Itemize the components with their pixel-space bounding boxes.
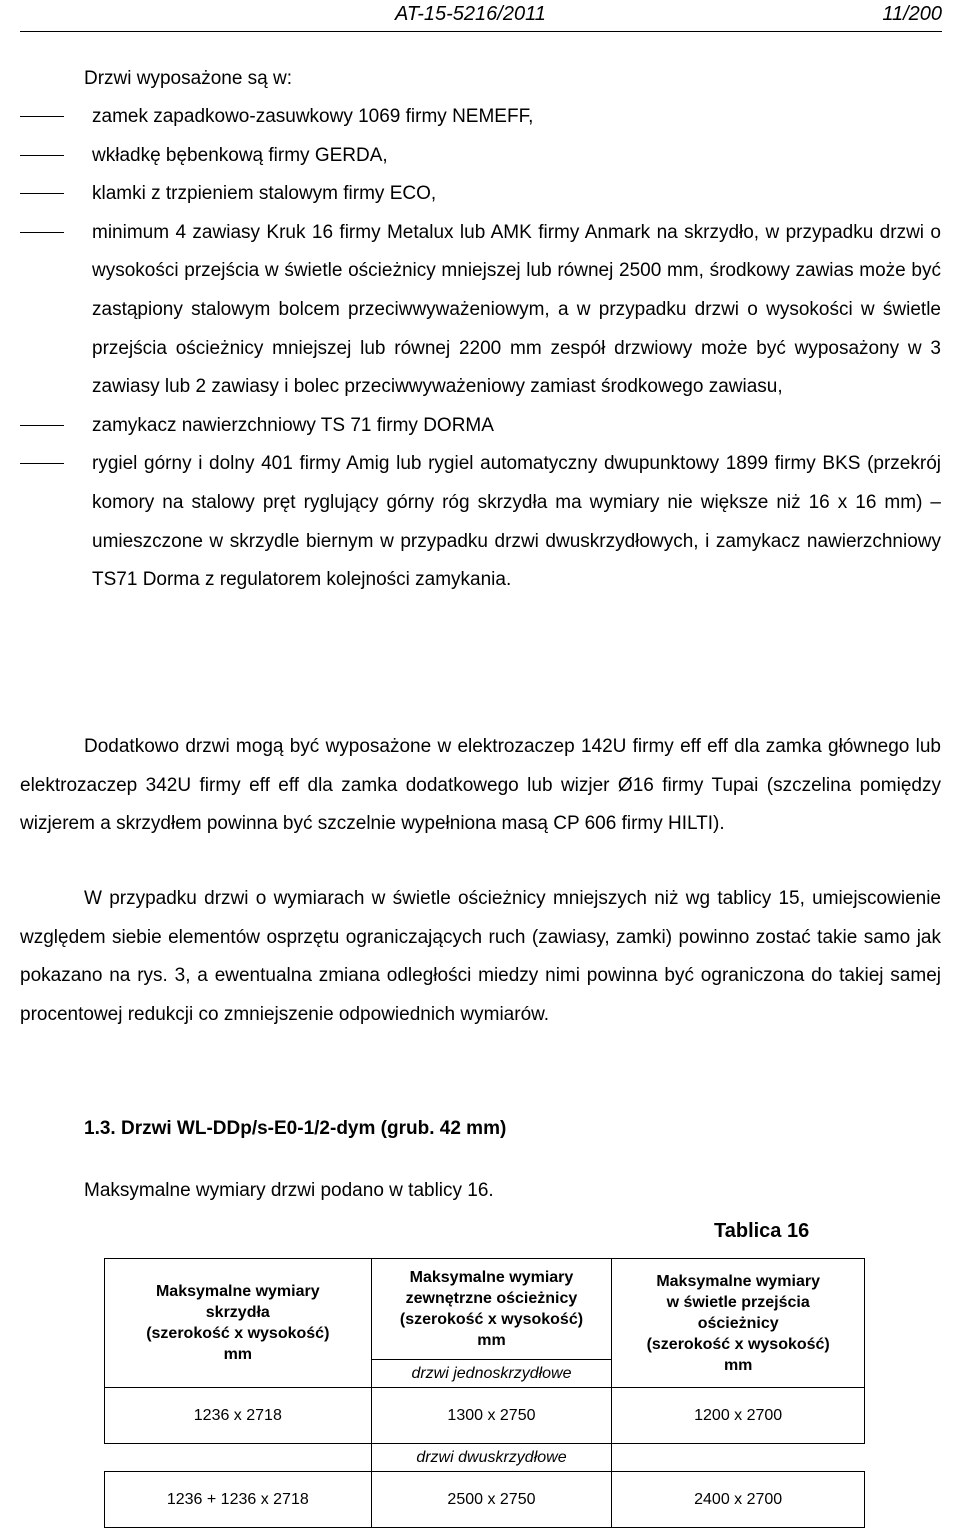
dimensions-table [104,1258,865,1528]
dash-bullet [20,232,64,233]
dash-bullet [20,116,64,117]
header-line: mm [477,1332,506,1349]
section-heading: 1.3. Drzwi WL-DDp/s-E0-1/2-dym (grub. 42 mm) [84,1118,507,1139]
section-sentence: Maksymalne wymiary drzwi podano w tablicy 16. [84,1180,494,1201]
group-label-single-leaf: drzwi jednoskrzydłowe [371,1360,612,1388]
header-cell-clear-opening [612,1259,865,1388]
list-item [20,137,941,176]
table-header-row [105,1259,865,1360]
table-row [105,1472,865,1528]
group-label-row [105,1444,865,1472]
equipment-list [20,98,941,600]
header-line: Maksymalne wymiary [409,1269,574,1286]
list-item [20,407,941,446]
header-line: mm [723,1356,753,1374]
header-line: ościeżnicy [697,1314,779,1332]
list-item-text: zamek zapadkowo-zasuwkowy 1069 firmy NEMEFF, [92,106,534,127]
table-cell: 1200 x 2700 [612,1388,865,1444]
intro-line: Drzwi wyposażone są w: [84,68,293,89]
table-cell: 1236 + 1236 x 2718 [105,1472,372,1528]
list-item [20,214,941,407]
dash-bullet [20,463,64,464]
table-cell-empty [105,1444,372,1472]
table-cell: 1236 x 2718 [105,1388,372,1444]
header-cell-leaf [105,1259,372,1388]
list-item-text: minimum 4 zawiasy Kruk 16 firmy Metalux lub AMK firmy Anmark na skrzydło, w przypadku drzwi o wysokości przejścia w świetle ościeżnicy mniejszej lub równej 2500 mm, środkowy zawias może być zastąpiony stalowym bolcem przeciwwyważeniowym, a w przypadku drzwi o wysokości w świetle przejścia ościeżnicy mniejszej lub równej 2200 mm zespół drzwiowy może być wyposażony w 3 zawiasy lub 2 zawiasy i bolec przeciwwyważeniowy zamiast środkowego zawiasu, [92,221,941,398]
header-line: (szerokość x wysokość) [646,1335,830,1353]
header-line: skrzydła [205,1304,270,1321]
list-item [20,98,941,137]
table-cell: 2400 x 2700 [612,1472,865,1528]
list-item-text: zamykacz nawierzchniowy TS 71 firmy DORMA [92,414,494,436]
paragraph-smaller-dimensions: W przypadku drzwi o wymiarach w świetle ościeżnicy mniejszych niż wg tablicy 15, umiejscowienie względem siebie elementów osprzętu ograniczających ruch (zawiasy, zamki) powinno zostać takie samo jak pokazano na rys. 3, a ewentualna zmiana odległości miedzy nimi powinna być ograniczona do takiej samej procentowej redukcji co zmniejszenie odpowiednich wymiarów. [20,888,941,1025]
paragraph-additional-equipment: Dodatkowo drzwi mogą być wyposażone w elektrozaczep 142U firmy eff eff dla zamka głównego lub elektrozaczep 342U firmy eff eff dla zamka dodatkowego lub wizjer Ø16 firmy Tupai (szczelina pomiędzy wizjerem a skrzydłem powinna być szczelnie wypełniona masą CP 606 firmy HILTI). [20,736,941,835]
document-id: AT-15-5216/2011 [395,3,546,25]
dash-bullet [20,425,64,426]
table-cell-empty [612,1444,865,1472]
list-item [20,175,941,214]
header-line: (szerokość x wysokość) [399,1311,584,1328]
header-line: zewnętrzne ościeżnicy [405,1290,578,1307]
dash-bullet [20,155,64,156]
page-header [0,0,960,33]
header-line: (szerokość x wysokość) [146,1325,330,1342]
list-item [20,445,941,599]
list-item-text: wkładkę bębenkową firmy GERDA, [92,144,388,166]
table-row [105,1388,865,1444]
table-caption: Tablica 16 [714,1220,810,1242]
header-line: Maksymalne wymiary [155,1283,320,1300]
header-line: Maksymalne wymiary [656,1272,820,1290]
list-item-text: rygiel górny i dolny 401 firmy Amig lub rygiel automatyczny dwupunktowy 1899 firmy BKS (przekrój komory na stalowy pręt ryglujący górny róg skrzydła ma wymiary nie większe niż 16 x 16 mm) – umieszczone w skrzydle biernym w przypadku drzwi dwuskrzydłowych, i zamykacz nawierzchniowy TS71 Dorma z regulatorem kolejności zamykania. [92,453,941,591]
table-cell: 2500 x 2750 [371,1472,612,1528]
dash-bullet [20,193,64,194]
group-label-double-leaf: drzwi dwuskrzydłowe [371,1444,612,1472]
header-rule [20,31,942,32]
header-cell-frame-outer [371,1259,612,1360]
table-cell: 1300 x 2750 [371,1388,612,1444]
list-item-text: klamki z trzpieniem stalowym firmy ECO, [92,183,437,205]
page-number: 11/200 [882,3,942,25]
header-line: mm [223,1346,253,1363]
header-line: w świetle przejścia [666,1293,810,1311]
